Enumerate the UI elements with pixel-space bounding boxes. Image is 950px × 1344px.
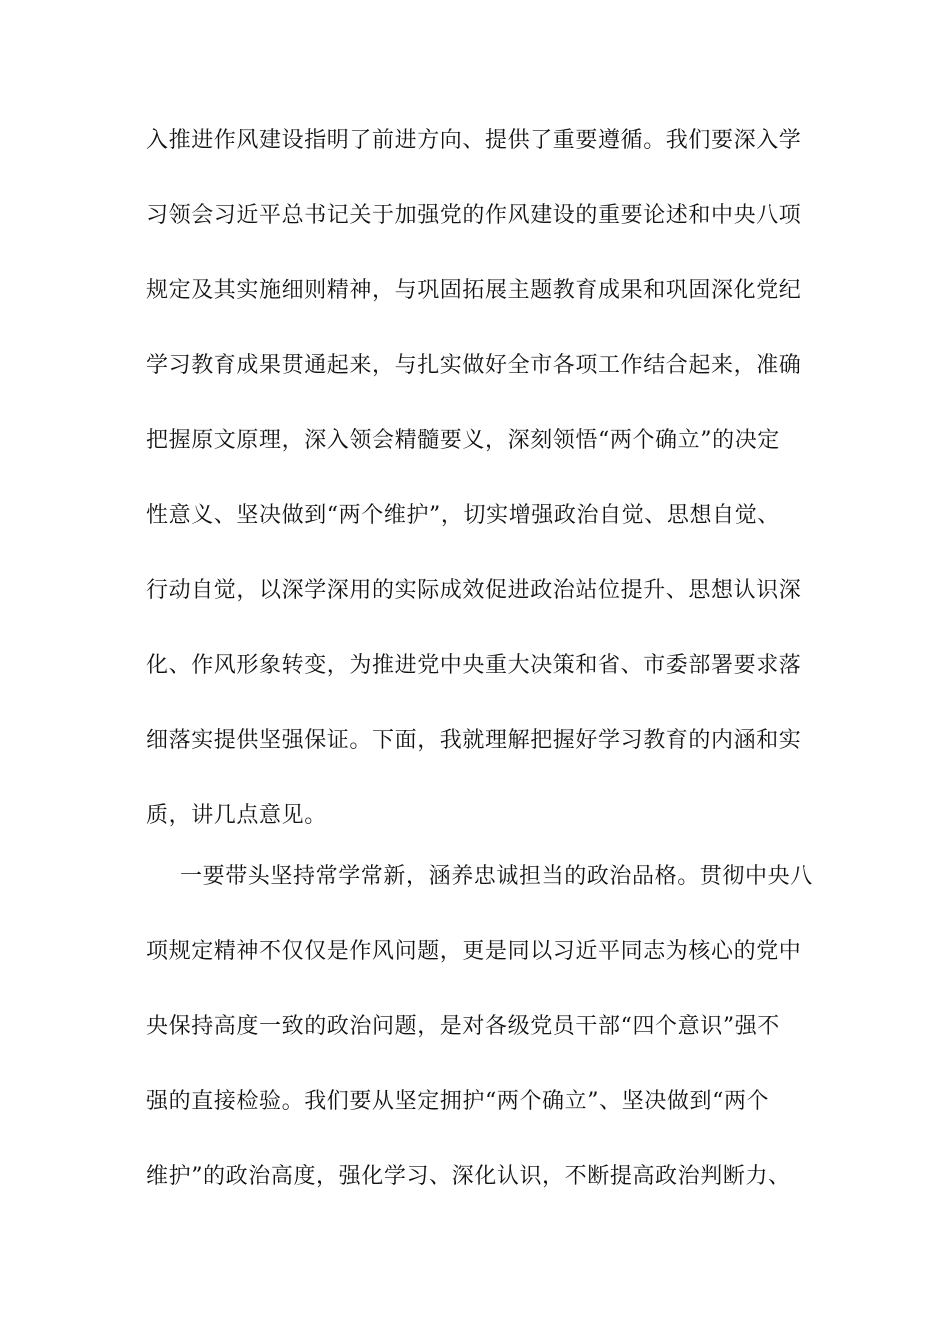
text-line: 细落实提供坚强保证。下面，我就理解把握好学习教育的内涵和实	[146, 728, 802, 753]
paragraph-first-line: 一要带头坚持常学常新，涵养忠诚担当的政治品格。贯彻中央八	[180, 864, 813, 889]
text-line: 性意义、坚决做到“两个维护”，切实增强政治自觉、思想自觉、	[146, 503, 780, 528]
text-line: 习领会习近平总书记关于加强党的作风建设的重要论述和中央八项	[146, 203, 802, 228]
text-line: 央保持高度一致的政治问题，是对各级党员干部“四个意识”强不	[146, 1014, 780, 1039]
text-line: 学习教育成果贯通起来，与扎实做好全市各项工作结合起来，准确	[146, 353, 802, 378]
text-line: 规定及其实施细则精神，与巩固拓展主题教育成果和巩固深化党纪	[146, 278, 802, 303]
text-line: 维护”的政治高度，强化学习、深化认识，不断提高政治判断力、	[146, 1164, 791, 1189]
text-line: 行动自觉，以深学深用的实际成效促进政治站位提升、思想认识深	[146, 578, 802, 603]
text-line: 质，讲几点意见。	[146, 803, 327, 828]
text-line: 入推进作风建设指明了前进方向、提供了重要遵循。我们要深入学	[146, 128, 802, 153]
text-line: 项规定精神不仅仅是作风问题，更是同以习近平同志为核心的党中	[146, 939, 802, 964]
text-line: 把握原文原理，深入领会精髓要义，深刻领悟“两个确立”的决定	[146, 428, 780, 453]
text-line: 强的直接检验。我们要从坚定拥护“两个确立”、坚决做到“两个	[146, 1089, 770, 1114]
text-line: 化、作风形象转变，为推进党中央重大决策和省、市委部署要求落	[146, 653, 802, 678]
